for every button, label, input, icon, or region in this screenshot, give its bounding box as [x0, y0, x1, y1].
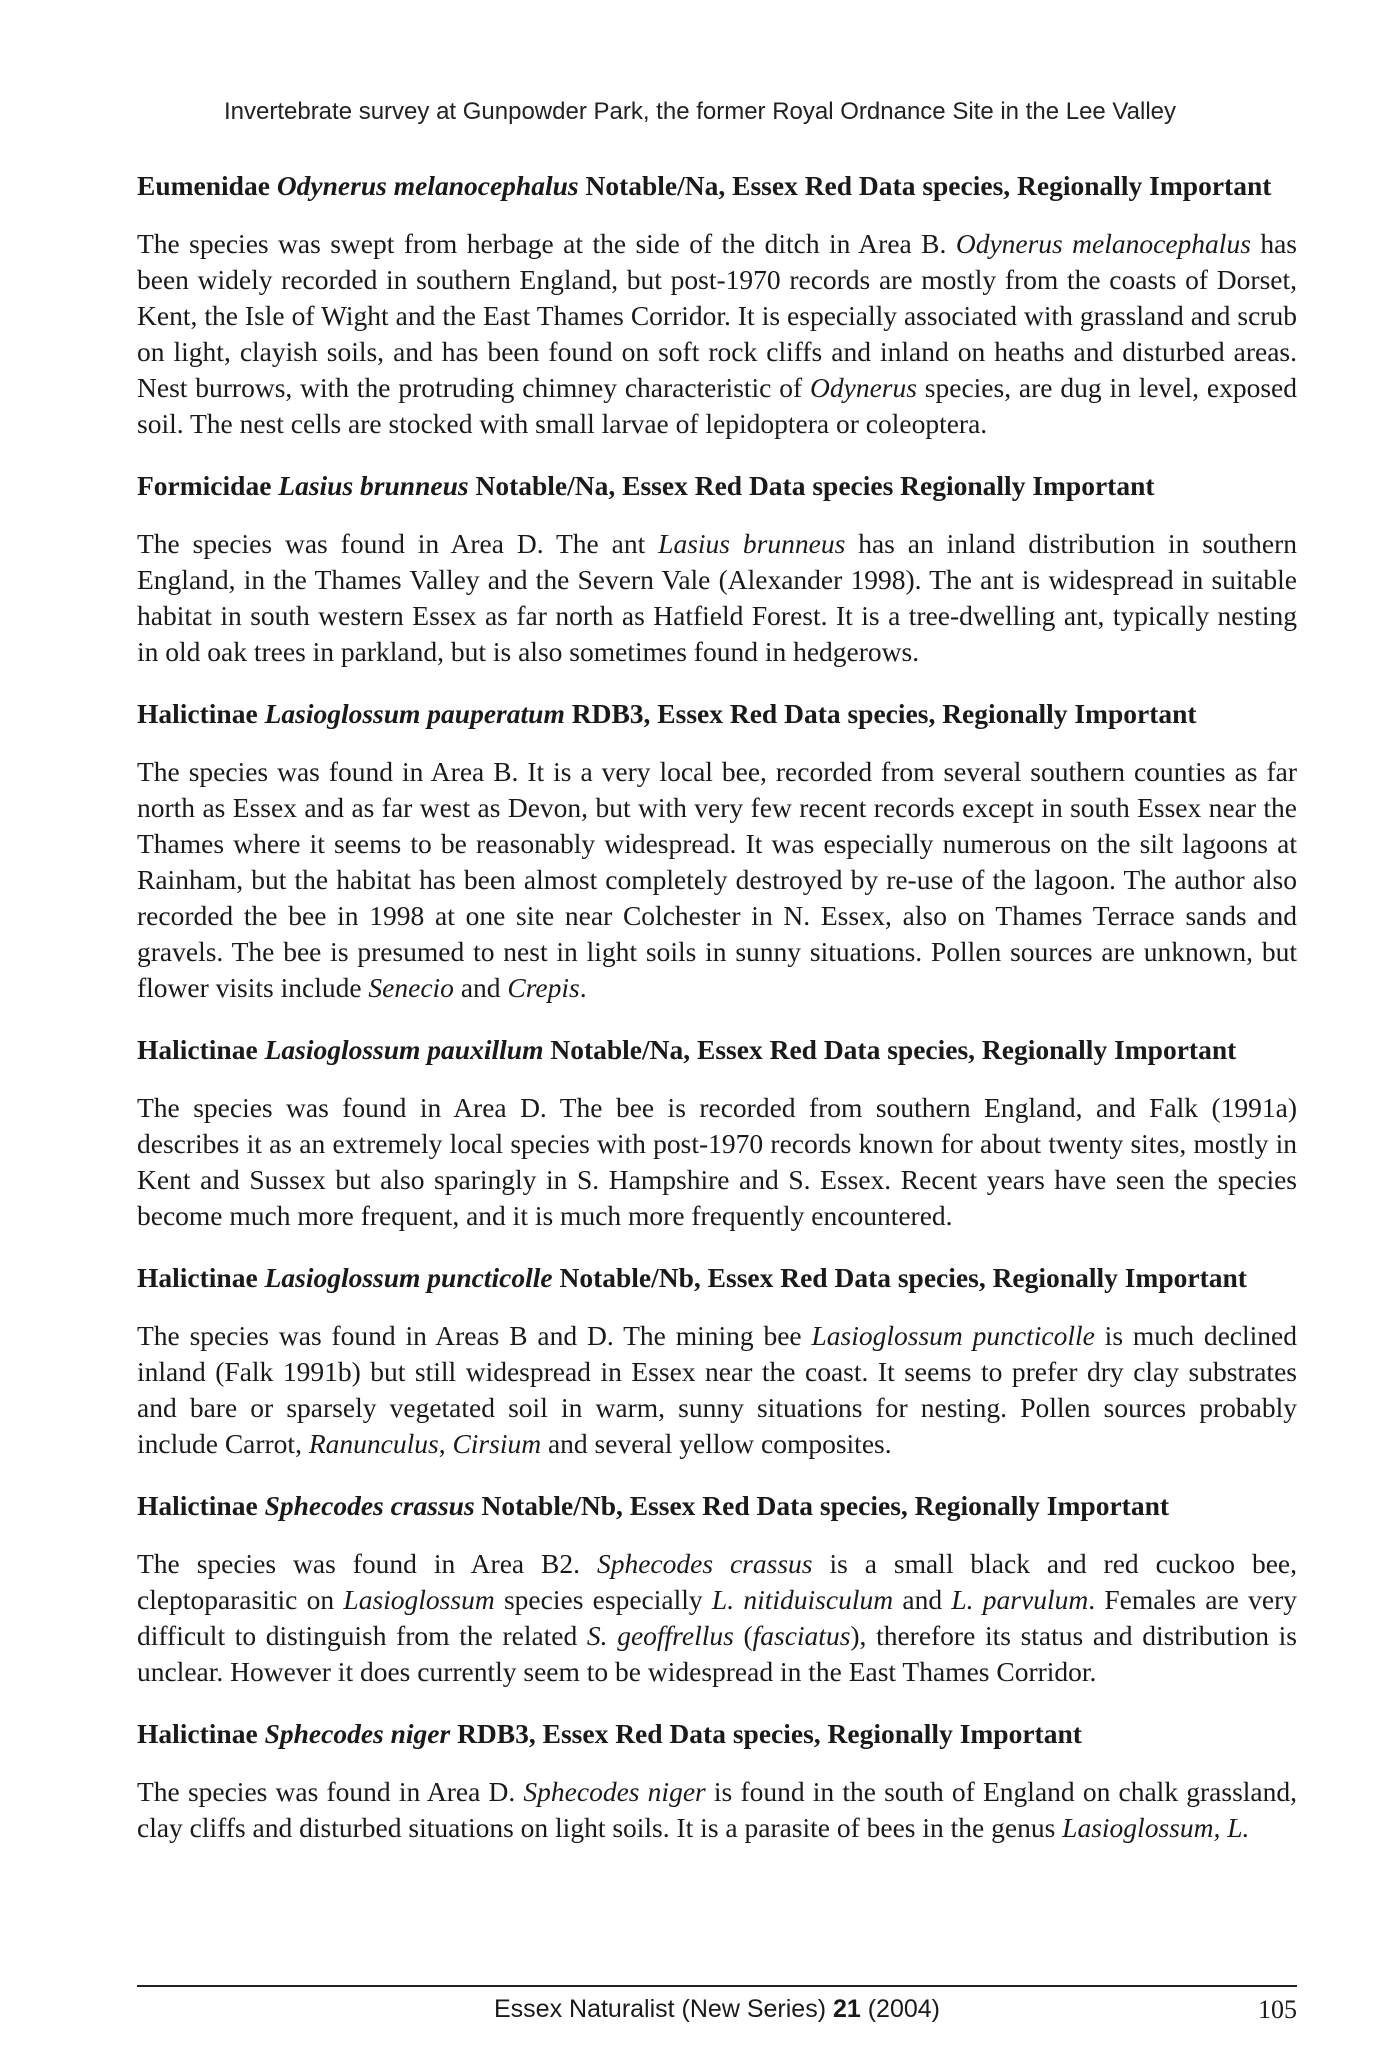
- italic-taxon: S. geoffrellus: [586, 1620, 734, 1651]
- conservation-status: Notable/Na, Essex Red Data species Regionally Important: [475, 470, 1155, 501]
- text-run: The species was found in Area D.: [137, 1776, 524, 1807]
- species-heading: [137, 468, 1297, 504]
- conservation-status: Notable/Nb, Essex Red Data species, Regionally Important: [481, 1490, 1170, 1521]
- family-name: Halictinae: [137, 1034, 258, 1065]
- text-run: . Females are very difficult to distinguish from the related: [137, 1584, 1298, 1651]
- text-run: species, are dug in level, exposed soil. The nest cells are stocked with small larvae of lepidoptera or coleoptera.: [137, 372, 1297, 439]
- species-heading: [137, 1032, 1297, 1068]
- italic-taxon: Crepis: [507, 972, 580, 1003]
- italic-taxon: Lasioglossum: [343, 1584, 495, 1615]
- journal-name: Essex Naturalist (New Series): [493, 1995, 833, 2023]
- text-run: is found in the south of England on chalk grassland, clay cliffs and disturbed situations on light soils. It is a parasite of bees in the genus: [137, 1776, 1297, 1843]
- italic-taxon: Sphecodes niger: [523, 1776, 706, 1807]
- species-name: Sphecodes niger: [264, 1718, 451, 1749]
- text-run: ,: [438, 1428, 453, 1459]
- text-run: The species was found in Area D. The ant: [137, 528, 659, 559]
- journal-citation: [137, 1995, 1297, 2024]
- species-entry: [137, 696, 1297, 1006]
- species-entry: [137, 1716, 1297, 1846]
- footer-rule: [137, 1985, 1297, 1987]
- species-description: [137, 1546, 1297, 1690]
- family-name: Halictinae: [137, 1718, 258, 1749]
- species-entry: [137, 168, 1297, 442]
- species-entry: [137, 1488, 1297, 1690]
- text-run: The species was found in Area B2.: [137, 1548, 597, 1579]
- species-entry: [137, 468, 1297, 670]
- running-header: Invertebrate survey at Gunpowder Park, the former Royal Ordnance Site in the Lee Valley: [223, 98, 1177, 125]
- species-heading: [137, 696, 1297, 732]
- text-run: and several yellow composites.: [541, 1428, 892, 1459]
- species-entry: [137, 1032, 1297, 1234]
- species-heading: [137, 1260, 1297, 1296]
- species-description: [137, 1774, 1297, 1846]
- italic-taxon: Odynerus: [810, 372, 917, 403]
- family-name: Halictinae: [137, 698, 258, 729]
- species-entry: [137, 1260, 1297, 1462]
- text-run: is much declined inland (Falk 1991b) but still widespread in Essex near the coast. It seems to prefer dry clay substrates and bare or sparsely vegetated soil in warm, sunny situations for nesting. Pollen sources probably include Carrot,: [137, 1320, 1297, 1459]
- italic-taxon: Sphecodes crassus: [596, 1548, 813, 1579]
- italic-taxon: Senecio: [368, 972, 454, 1003]
- family-name: Halictinae: [137, 1262, 258, 1293]
- species-heading: [137, 1716, 1297, 1752]
- conservation-status: Notable/Na, Essex Red Data species, Regionally Important: [550, 1034, 1237, 1065]
- species-name: Lasioglossum puncticolle: [264, 1262, 553, 1293]
- italic-taxon: L. nitiduisculum: [711, 1584, 894, 1615]
- text-run: .: [579, 972, 587, 1003]
- text-run: The species was found in Areas B and D. The mining bee: [137, 1320, 812, 1351]
- text-run: and: [893, 1584, 952, 1615]
- species-name: Lasius brunneus: [278, 470, 469, 501]
- species-name: Lasioglossum pauxillum: [264, 1034, 544, 1065]
- italic-taxon: L. parvulum: [951, 1584, 1089, 1615]
- text-run: species especially: [494, 1584, 712, 1615]
- italic-taxon: Lasioglossum puncticolle: [811, 1320, 1095, 1351]
- text-run: (: [733, 1620, 753, 1651]
- family-name: Formicidae: [137, 470, 272, 501]
- species-description: [137, 226, 1297, 442]
- page-number: 105: [1258, 1995, 1297, 2024]
- italic-taxon: Cirsium: [452, 1428, 542, 1459]
- species-name: Odynerus melanocephalus: [276, 170, 579, 201]
- conservation-status: RDB3, Essex Red Data species, Regionally Important: [457, 1718, 1082, 1749]
- family-name: Eumenidae: [137, 170, 270, 201]
- journal-volume: 21: [832, 1995, 861, 2023]
- italic-taxon: Lasioglossum, L.: [1062, 1812, 1250, 1843]
- species-heading: [137, 1488, 1297, 1524]
- text-run: is a small black and red cuckoo bee, cleptoparasitic on: [137, 1548, 1297, 1615]
- italic-taxon: Odynerus melanocephalus: [955, 228, 1251, 259]
- species-name: Sphecodes crassus: [264, 1490, 475, 1521]
- species-heading: [137, 168, 1297, 204]
- species-name: Lasioglossum pauperatum: [264, 698, 565, 729]
- italic-taxon: Lasius brunneus: [658, 528, 846, 559]
- text-run: The species was swept from herbage at the side of the ditch in Area B.: [137, 228, 956, 259]
- conservation-status: Notable/Na, Essex Red Data species, Regionally Important: [585, 170, 1272, 201]
- conservation-status: Notable/Nb, Essex Red Data species, Regionally Important: [559, 1262, 1247, 1293]
- species-description: [137, 526, 1297, 670]
- italic-taxon: Ranunculus: [308, 1428, 439, 1459]
- species-description: [137, 1090, 1297, 1234]
- text-run: and: [453, 972, 508, 1003]
- text-run: The species was found in Area B. It is a very local bee, recorded from several southern counties as far north as Essex and as far west as Devon, but with very few recent records except in south Essex near the Thames where it seems to be reasonably widespread. It was especially numerous on the silt lagoons at Rainham, but the habitat has been almost completely destroyed by re-use of the lagoon. The author also recorded the bee in 1998 at one site near Colchester in N. Essex, also on Thames Terrace sands and gravels. The bee is presumed to nest in light soils in sunny situations. Pollen sources are unknown, but flower visits include: [137, 756, 1297, 1003]
- italic-taxon: fasciatus: [752, 1620, 851, 1651]
- text-run: The species was found in Area D. The bee is recorded from southern England, and Falk (1991a) describes it as an extremely local species with post-1970 records known for about twenty sites, mostly in Kent and Sussex but also sparingly in S. Hampshire and S. Essex. Recent years have seen the species become much more frequent, and it is much more frequently encountered.: [137, 1092, 1297, 1231]
- article-body: [137, 168, 1297, 1872]
- species-description: [137, 1318, 1297, 1462]
- conservation-status: RDB3, Essex Red Data species, Regionally Important: [571, 698, 1197, 729]
- page-footer: [137, 1995, 1297, 2029]
- journal-year: (2004): [860, 1995, 940, 2023]
- species-description: [137, 754, 1297, 1006]
- text-run: has been widely recorded in southern England, but post-1970 records are mostly from the coasts of Dorset, Kent, the Isle of Wight and the East Thames Corridor. It is especially associated with grassland and scrub on light, clayish soils, and has been found on soft rock cliffs and inland on heaths and disturbed areas. Nest burrows, with the protruding chimney characteristic of: [137, 228, 1297, 403]
- family-name: Halictinae: [137, 1490, 258, 1521]
- text-run: has an inland distribution in southern England, in the Thames Valley and the Severn Vale (Alexander 1998). The ant is widespread in suitable habitat in south western Essex as far north as Hatfield Forest. It is a tree-dwelling ant, typically nesting in old oak trees in parkland, but is also sometimes found in hedgerows.: [137, 528, 1297, 667]
- text-run: ), therefore its status and distribution is unclear. However it does currently seem to be widespread in the East Thames Corridor.: [137, 1620, 1297, 1687]
